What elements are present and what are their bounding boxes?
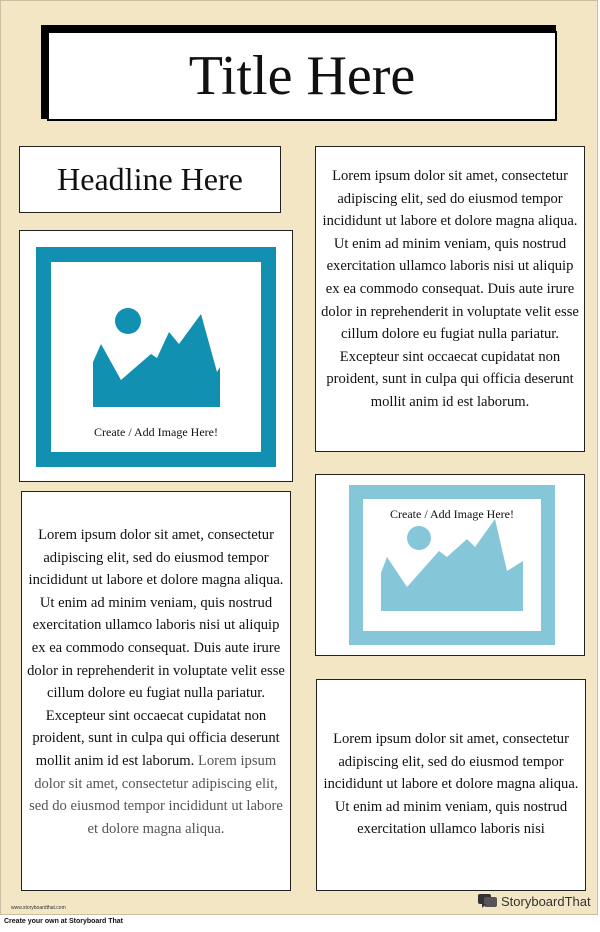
text-box-top-right[interactable] (315, 146, 585, 452)
image-placeholder-icon (51, 262, 261, 452)
text-box-left[interactable] (21, 491, 291, 891)
image-box-right[interactable] (315, 474, 585, 656)
brand-logo[interactable] (478, 893, 591, 909)
watermark-url: www.storyboardthat.com (11, 905, 66, 911)
image-placeholder-label: Create / Add Image Here! (94, 425, 218, 439)
image-placeholder-label: Create / Add Image Here! (390, 507, 514, 521)
image-frame (36, 247, 276, 467)
body-text: Lorem ipsum dolor sit amet, consectetur adipiscing elit, sed do eiusmod tempor incididunt ut labore et dolore magna aliqua. Ut enim ad minim veniam, quis nostrud exercitation ullamco laboris nisi ut aliquip ex ea commodo consequat. Duis aute irure dolor in reprehenderit in voluptate velit esse cillum dolore eu fugiat nulla pariatur. Excepteur sint occaecat cupidatat non proident, sunt in culpa qui officia deserunt mollit anim id est laborum. (321, 168, 579, 410)
body-text: Lorem ipsum dolor sit amet, consectetur adipiscing elit, sed do eiusmod tempor incididunt ut labore et dolore magna aliqua. Ut enim ad minim veniam, quis nostrud exercitation ullamco laboris nisi (323, 731, 579, 838)
title-box[interactable] (47, 31, 557, 121)
poster-headline: Headline Here (57, 161, 243, 197)
headline-box[interactable] (19, 146, 281, 213)
text-box-bottom-right[interactable] (316, 679, 586, 891)
image-box-left[interactable] (19, 230, 293, 482)
body-text: Lorem ipsum dolor sit amet, consectetur adipiscing elit, sed do eiusmod tempor incididunt ut labore et dolore magna aliqua. Ut enim ad minim veniam, quis nostrud exercitation ullamco laboris nisi ut aliquip ex ea commodo consequat. Duis aute irure dolor in reprehenderit in voluptate velit esse cillum dolore eu fugiat nulla pariatur. Excepteur sint occaecat cupidatat non proident, sunt in culpa qui officia deserunt mollit anim id est laborum. (27, 527, 285, 769)
storyboardthat-logo-icon (478, 893, 498, 909)
poster-title: Title Here (188, 45, 416, 107)
body-text-extra: Lorem ipsum dolor sit amet, consectetur adipiscing elit, sed do eiusmod tempor incididunt ut labore et dolore magna aliqua. (29, 752, 283, 837)
image-frame (349, 485, 555, 645)
bottom-caption[interactable]: Create your own at Storyboard That (4, 918, 124, 925)
image-placeholder-icon (363, 499, 541, 631)
brand-name: StoryboardThat (501, 893, 591, 909)
